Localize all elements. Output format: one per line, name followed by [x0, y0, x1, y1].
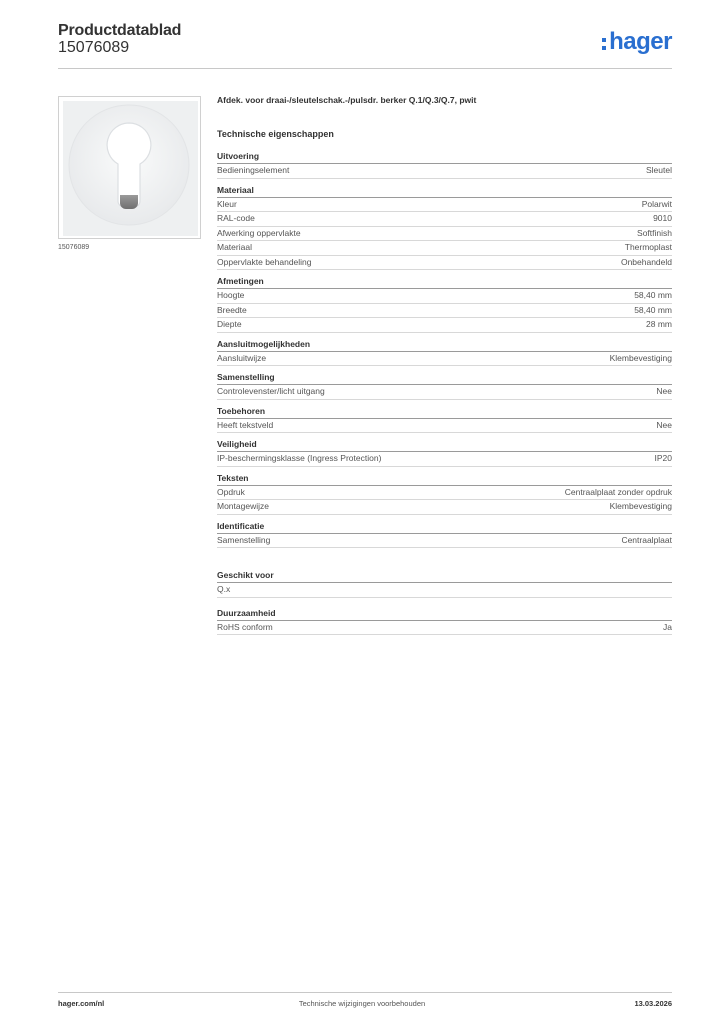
spec-value: IP20: [654, 453, 672, 463]
spec-label: Q.x: [217, 584, 231, 594]
spec-value: Centraalplaat: [621, 534, 672, 545]
spec-group-title: Duurzaamheid: [217, 608, 672, 621]
spec-content: [217, 95, 672, 635]
footer-date: 13.03.2026: [634, 999, 672, 1008]
spec-group-title: Toebehoren: [217, 406, 672, 419]
spec-group-title: Aansluitmogelijkheden: [217, 339, 672, 352]
spec-row: [217, 352, 672, 367]
spec-group-title: Samenstelling: [217, 372, 672, 385]
spec-label: Breedte: [217, 304, 247, 315]
spec-group-title: Geschikt voor: [217, 570, 672, 583]
logo-dots-icon: [602, 38, 606, 50]
key-cover-plate-icon: [63, 101, 198, 236]
header-divider: [58, 68, 672, 69]
spec-value: Nee: [656, 419, 672, 430]
spec-group: [217, 185, 672, 271]
product-number: 15076089: [58, 39, 130, 56]
spec-label: Kleur: [217, 198, 237, 209]
footer-website[interactable]: hager.com/nl: [58, 999, 105, 1008]
spec-group-title: Materiaal: [217, 185, 672, 198]
spec-group: [217, 372, 672, 400]
spec-group: [217, 570, 672, 598]
footer-disclaimer: Technische wijzigingen voorbehouden: [298, 999, 426, 1008]
spec-row: [217, 486, 672, 501]
section-title: Technische eigenschappen: [217, 129, 334, 139]
spec-value: 58,40 mm: [634, 290, 672, 300]
spec-row: [217, 256, 672, 271]
spec-group-title: Identificatie: [217, 521, 672, 534]
spec-row: [217, 198, 672, 213]
spec-row: [217, 419, 672, 434]
spec-label: Aansluitwijze: [217, 352, 267, 363]
spec-label: Controlevenster/licht uitgang: [217, 386, 325, 396]
spec-row: [217, 227, 672, 242]
spec-group: [217, 276, 672, 333]
spec-value: Nee: [656, 386, 672, 396]
spec-row: [217, 621, 672, 636]
spec-value: Klembevestiging: [609, 352, 672, 363]
spec-row: [217, 583, 672, 598]
spec-label: Materiaal: [217, 242, 252, 252]
page-title: Productdatablad: [58, 22, 182, 39]
footer-divider: [58, 992, 672, 993]
spec-label: RoHS conform: [217, 621, 273, 632]
spec-group: [217, 521, 672, 549]
spec-value: 58,40 mm: [634, 304, 672, 315]
spec-label: IP-beschermingsklasse (Ingress Protection): [217, 453, 382, 463]
spec-group-title: Afmetingen: [217, 276, 672, 289]
spec-value: Onbehandeld: [620, 256, 672, 267]
spec-value: Softfinish: [637, 227, 672, 238]
spec-group: [217, 473, 672, 515]
spec-label: Heeft tekstveld: [217, 419, 274, 430]
spec-group-title: Teksten: [217, 473, 672, 486]
spec-row: [217, 500, 672, 515]
product-image: [58, 96, 201, 239]
spec-label: Oppervlakte behandeling: [217, 256, 312, 267]
spec-value: 28 mm: [646, 319, 672, 329]
spec-row: [217, 452, 672, 467]
spec-label: RAL-code: [217, 213, 255, 223]
hager-logo: [602, 28, 672, 56]
spec-value: Centraalplaat zonder opdruk: [564, 486, 672, 497]
spec-value: Sleutel: [646, 165, 672, 175]
spec-row: [217, 304, 672, 319]
spec-group-title: Veiligheid: [217, 439, 672, 452]
spec-group-title: Uitvoering: [217, 151, 672, 164]
spec-row: [217, 212, 672, 227]
spec-label: Bedieningselement: [217, 165, 290, 175]
spec-label: Afwerking oppervlakte: [217, 227, 301, 238]
spec-row: [217, 385, 672, 400]
spec-group: [217, 439, 672, 467]
spec-row: [217, 241, 672, 256]
spec-value: Thermoplast: [624, 242, 672, 252]
spec-group: [217, 339, 672, 367]
spec-group: [217, 608, 672, 636]
spec-label: Samenstelling: [217, 534, 271, 545]
spec-row: [217, 318, 672, 333]
spec-row: [217, 534, 672, 549]
spec-row: [217, 164, 672, 179]
cover-plate-image: [63, 101, 196, 234]
spec-group: [217, 406, 672, 434]
spec-value: Ja: [663, 621, 672, 632]
spec-value: Polarwit: [641, 198, 672, 209]
spec-label: Opdruk: [217, 486, 245, 497]
image-caption: 15076089: [58, 244, 90, 251]
product-title: Afdek. voor draai-/sleutelschak.-/pulsdr. berker Q.1/Q.3/Q.7, pwit: [217, 95, 477, 105]
spec-label: Hoogte: [217, 290, 245, 300]
spec-value: Klembevestiging: [609, 501, 672, 511]
spec-label: Montagewijze: [217, 501, 269, 511]
logo-text: hager: [609, 28, 672, 55]
spec-groups: [217, 151, 672, 635]
spec-row: [217, 289, 672, 304]
spec-label: Diepte: [217, 319, 242, 329]
spec-group: [217, 151, 672, 179]
spec-value: 9010: [653, 213, 672, 223]
